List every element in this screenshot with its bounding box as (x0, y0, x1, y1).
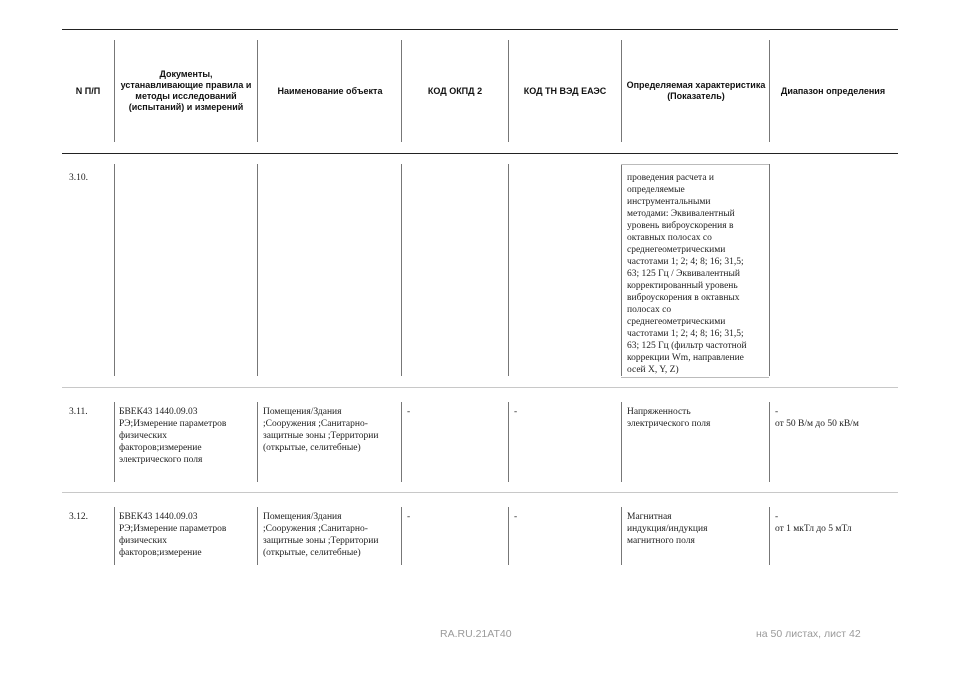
header-col-separator (257, 40, 258, 142)
row-col-separator (257, 402, 258, 482)
row-okpd: - (407, 407, 411, 417)
header-col-object: Наименование объекта (277, 85, 383, 96)
row-num: 3.12. (69, 512, 88, 522)
row-col-separator (508, 402, 509, 482)
row-col-separator (114, 164, 115, 376)
row-divider (62, 492, 898, 493)
header-col-tnved: КОД ТН ВЭД ЕАЭС (523, 85, 607, 96)
row-char: Напряженность электрического поля (627, 407, 711, 429)
row-col-separator (621, 507, 622, 565)
header-bottom-border (62, 153, 898, 154)
row-col-separator (257, 164, 258, 376)
row-char: проведения расчета и определяемые инструментальными методами: Эквивалентный уровень виброускорения в октавных полосах со среднегеометрическими частотами 1; 2; 4; 8; 16; 31,5; 63; 125 Гц / Эквивалентный корректированный уровень виброускорения в октавных полосах со среднегеометрическими частотами 1; 2; 4; 8; 16; 31,5; 63; 125 Гц (фильтр частотной коррекции Wm, направление осей X, Y, Z) (627, 173, 747, 375)
row-tnved: - (514, 407, 518, 417)
header-col-separator (769, 40, 770, 142)
table-top-border (62, 29, 898, 30)
row-col-separator (508, 507, 509, 565)
row-col-separator (401, 164, 402, 376)
header-col-separator (114, 40, 115, 142)
header-col-okpd: КОД ОКПД 2 (427, 85, 483, 96)
row-col-separator (508, 164, 509, 376)
row-col-separator (401, 402, 402, 482)
row-tnved: - (514, 512, 518, 522)
header-col-docs: Документы, устанавливающие правила и методы исследований (испытаний) и измерений (120, 69, 252, 112)
row-char: Магнитная индукция/индукция магнитного поля (627, 512, 708, 546)
row-range: - от 1 мкТл до 5 мТл (775, 512, 852, 534)
row-okpd: - (407, 512, 411, 522)
header-col-char: Определяемая характеристика (Показатель) (626, 80, 766, 101)
row-object: Помещения/Здания ;Сооружения ;Санитарно- защитные зоны ;Территории (открытые, селитебные) (263, 407, 379, 453)
row-num: 3.10. (69, 173, 88, 183)
footer-doc-id: RA.RU.21AT40 (440, 628, 512, 640)
row-num: 3.11. (69, 407, 88, 417)
row-docs: БВЕК43 1440.09.03 РЭ;Измерение параметров физических факторов;измерение (119, 512, 227, 558)
header-col-num: N П/П (75, 85, 101, 96)
row-col-separator (401, 507, 402, 565)
row-col-separator (621, 402, 622, 482)
row-col-separator (257, 507, 258, 565)
row-col-separator (114, 402, 115, 482)
header-col-range: Диапазон определения (780, 85, 886, 96)
row-range: - от 50 В/м до 50 кВ/м (775, 407, 859, 429)
header-col-separator (621, 40, 622, 142)
row-col-separator (114, 507, 115, 565)
footer-page-info: на 50 листах, лист 42 (756, 628, 861, 640)
row-object: Помещения/Здания ;Сооружения ;Санитарно- защитные зоны ;Территории (открытые, селитебные) (263, 512, 379, 558)
row-col-separator (769, 164, 770, 376)
row-divider (62, 387, 898, 388)
row-col-separator (769, 507, 770, 565)
row-docs: БВЕК43 1440.09.03 РЭ;Измерение параметров физических факторов;измерение электрического поля (119, 407, 227, 465)
row-col-separator (769, 402, 770, 482)
